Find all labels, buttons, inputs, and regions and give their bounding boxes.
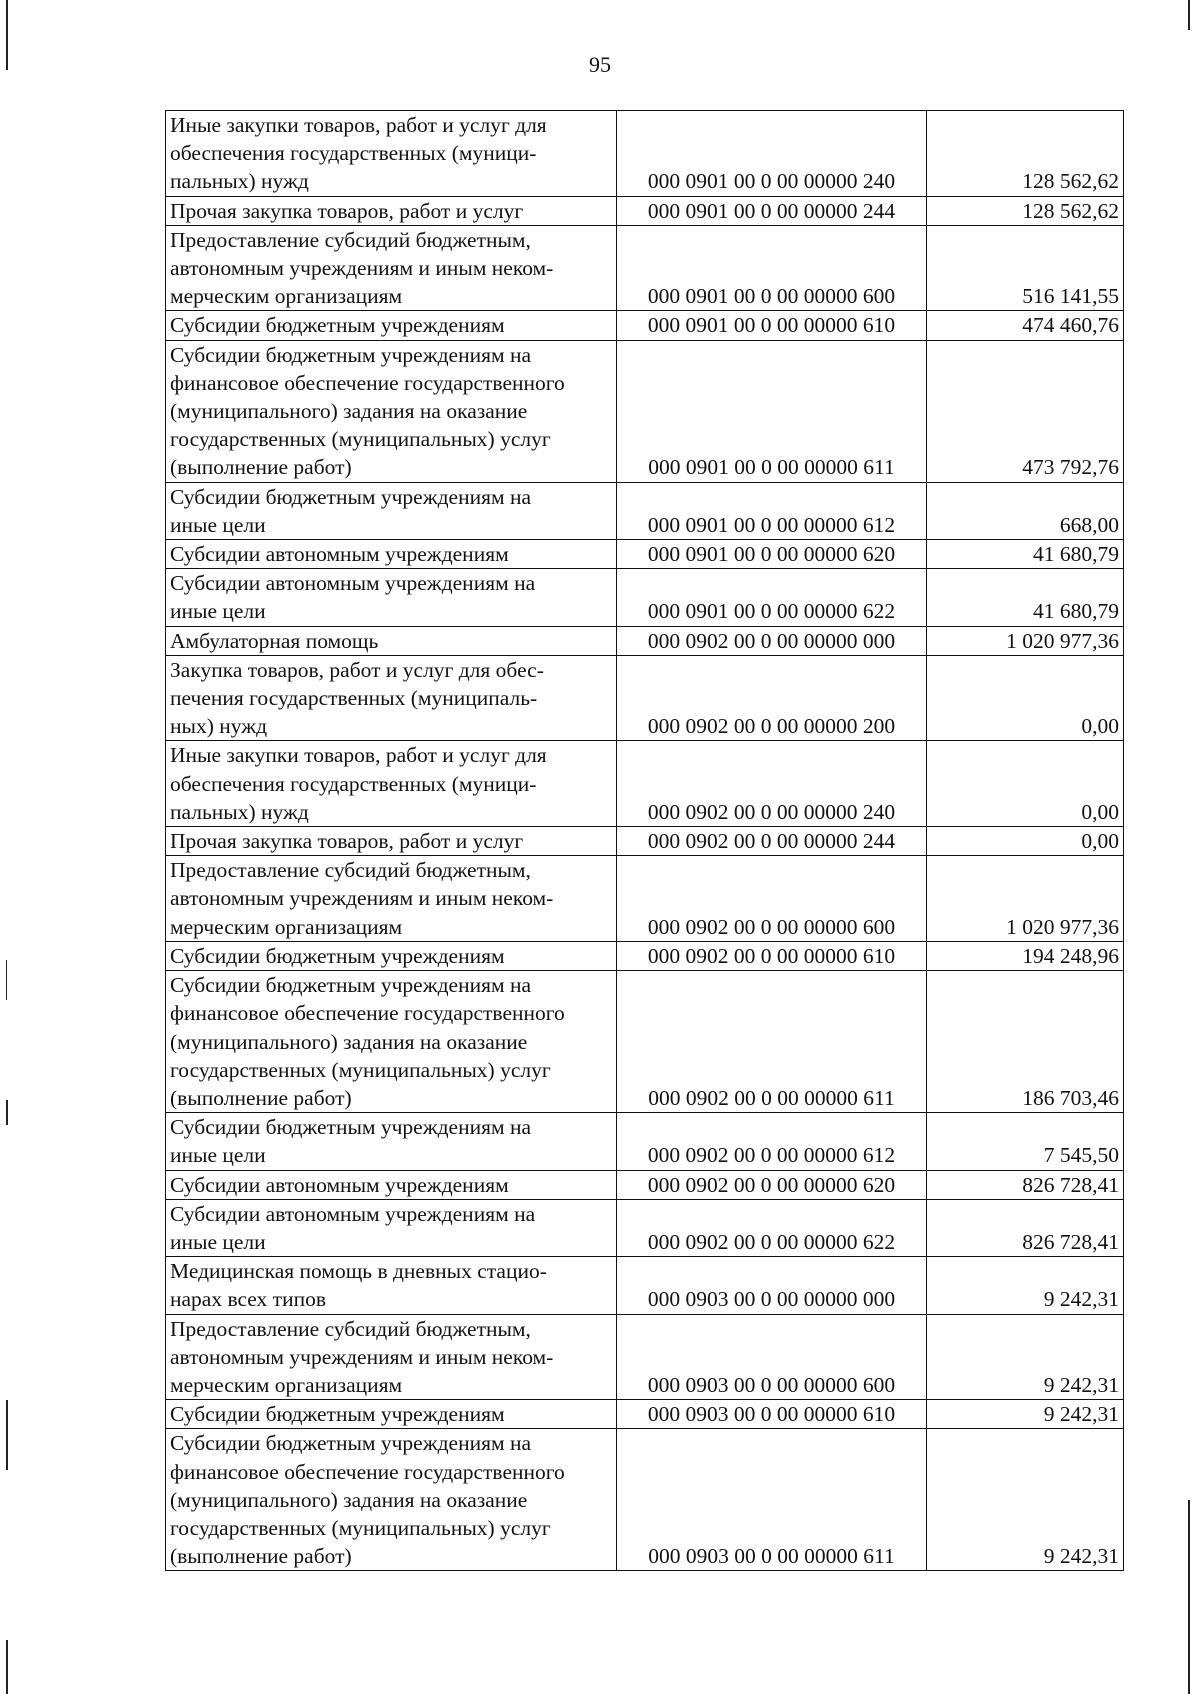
row-name-cell: Субсидии бюджетным учреждениям на иные цели [166,1113,617,1170]
table-row [166,340,1124,482]
row-code-cell: 000 0902 00 0 00 00000 620 [617,1170,927,1199]
row-name-cell: Предоставление субсидий бюджетным, автономным учреждениям и иным неком- мерческим организациям [166,856,617,942]
row-amount-cell: 668,00 [927,482,1124,539]
scan-edge-mark [1188,1500,1190,1694]
row-amount-cell: 128 562,62 [927,196,1124,225]
row-amount-cell: 826 728,41 [927,1199,1124,1256]
row-name-cell: Субсидии бюджетным учреждениям на финансовое обеспечение государственного (муниципального) задания на оказание государственных (муниципальных) услуг (выполнение работ) [166,340,617,482]
table-row [166,196,1124,225]
table-row [166,540,1124,569]
row-code-cell: 000 0903 00 0 00 00000 600 [617,1314,927,1400]
table-row [166,1113,1124,1170]
row-name-cell: Предоставление субсидий бюджетным, автономным учреждениям и иным неком- мерческим организациям [166,1314,617,1400]
row-amount-cell: 1 020 977,36 [927,856,1124,942]
row-code-cell: 000 0901 00 0 00 00000 611 [617,340,927,482]
table-row [166,1170,1124,1199]
row-code-cell: 000 0901 00 0 00 00000 244 [617,196,927,225]
scan-edge-mark [6,960,7,1000]
row-code-cell: 000 0901 00 0 00 00000 600 [617,225,927,311]
row-code-cell: 000 0901 00 0 00 00000 620 [617,540,927,569]
row-name-cell: Иные закупки товаров, работ и услуг для обеспечения государственных (муници- пальных) нужд [166,741,617,827]
row-name-cell: Субсидии бюджетным учреждениям [166,941,617,970]
table-row [166,111,1124,197]
row-code-cell: 000 0902 00 0 00 00000 611 [617,971,927,1113]
row-code-cell: 000 0902 00 0 00 00000 612 [617,1113,927,1170]
row-amount-cell: 9 242,31 [927,1257,1124,1314]
row-code-cell: 000 0901 00 0 00 00000 612 [617,482,927,539]
row-amount-cell: 826 728,41 [927,1170,1124,1199]
row-amount-cell: 474 460,76 [927,311,1124,340]
row-name-cell: Субсидии бюджетным учреждениям на финансовое обеспечение государственного (муниципального) задания на оказание государственных (муниципальных) услуг (выполнение работ) [166,1429,617,1571]
budget-table [165,110,1124,1571]
table-row [166,482,1124,539]
row-name-cell: Субсидии автономным учреждениям [166,1170,617,1199]
table-row [166,1400,1124,1429]
row-name-cell: Субсидии бюджетным учреждениям на иные цели [166,482,617,539]
row-amount-cell: 194 248,96 [927,941,1124,970]
row-amount-cell: 9 242,31 [927,1429,1124,1571]
row-name-cell: Медицинская помощь в дневных стацио- нарах всех типов [166,1257,617,1314]
row-name-cell: Субсидии бюджетным учреждениям [166,1400,617,1429]
row-amount-cell: 9 242,31 [927,1400,1124,1429]
table-row [166,655,1124,741]
row-code-cell: 000 0903 00 0 00 00000 611 [617,1429,927,1571]
row-name-cell: Субсидии бюджетным учреждениям [166,311,617,340]
scan-edge-mark [1188,0,1190,30]
table-row [166,971,1124,1113]
row-amount-cell: 9 242,31 [927,1314,1124,1400]
row-code-cell: 000 0901 00 0 00 00000 610 [617,311,927,340]
row-amount-cell: 473 792,76 [927,340,1124,482]
row-name-cell: Закупка товаров, работ и услуг для обес- печения государственных (муниципаль- ных) нужд [166,655,617,741]
table-row [166,1257,1124,1314]
row-name-cell: Субсидии бюджетным учреждениям на финансовое обеспечение государственного (муниципального) задания на оказание государственных (муниципальных) услуг (выполнение работ) [166,971,617,1113]
row-name-cell: Амбулаторная помощь [166,626,617,655]
table-row [166,741,1124,827]
page-number: 95 [589,52,611,77]
scan-edge-mark [6,1640,8,1694]
table-row [166,1314,1124,1400]
row-amount-cell: 516 141,55 [927,225,1124,311]
row-amount-cell: 128 562,62 [927,111,1124,197]
row-amount-cell: 41 680,79 [927,540,1124,569]
table-row [166,941,1124,970]
row-amount-cell: 41 680,79 [927,569,1124,626]
row-name-cell: Прочая закупка товаров, работ и услуг [166,196,617,225]
row-name-cell: Субсидии автономным учреждениям на иные цели [166,569,617,626]
row-amount-cell: 0,00 [927,827,1124,856]
row-amount-cell: 186 703,46 [927,971,1124,1113]
row-amount-cell: 1 020 977,36 [927,626,1124,655]
row-name-cell: Прочая закупка товаров, работ и услуг [166,827,617,856]
row-amount-cell: 0,00 [927,655,1124,741]
row-amount-cell: 7 545,50 [927,1113,1124,1170]
row-code-cell: 000 0902 00 0 00 00000 610 [617,941,927,970]
table-row [166,856,1124,942]
row-amount-cell: 0,00 [927,741,1124,827]
scan-edge-mark [6,1400,8,1470]
table-row [166,569,1124,626]
row-code-cell: 000 0902 00 0 00 00000 600 [617,856,927,942]
row-code-cell: 000 0902 00 0 00 00000 622 [617,1199,927,1256]
row-code-cell: 000 0902 00 0 00 00000 244 [617,827,927,856]
row-code-cell: 000 0901 00 0 00 00000 622 [617,569,927,626]
row-code-cell: 000 0903 00 0 00 00000 000 [617,1257,927,1314]
table-row [166,1429,1124,1571]
scan-edge-mark [6,1100,8,1125]
budget-table-body [166,111,1124,1571]
table-row [166,1199,1124,1256]
row-code-cell: 000 0902 00 0 00 00000 240 [617,741,927,827]
row-name-cell: Субсидии автономным учреждениям [166,540,617,569]
row-code-cell: 000 0902 00 0 00 00000 200 [617,655,927,741]
row-name-cell: Субсидии автономным учреждениям на иные цели [166,1199,617,1256]
row-code-cell: 000 0902 00 0 00 00000 000 [617,626,927,655]
row-name-cell: Предоставление субсидий бюджетным, автономным учреждениям и иным неком- мерческим организациям [166,225,617,311]
table-row [166,311,1124,340]
row-name-cell: Иные закупки товаров, работ и услуг для обеспечения государственных (муници- пальных) нужд [166,111,617,197]
table-row [166,827,1124,856]
table-row [166,626,1124,655]
table-row [166,225,1124,311]
row-code-cell: 000 0901 00 0 00 00000 240 [617,111,927,197]
row-code-cell: 000 0903 00 0 00 00000 610 [617,1400,927,1429]
